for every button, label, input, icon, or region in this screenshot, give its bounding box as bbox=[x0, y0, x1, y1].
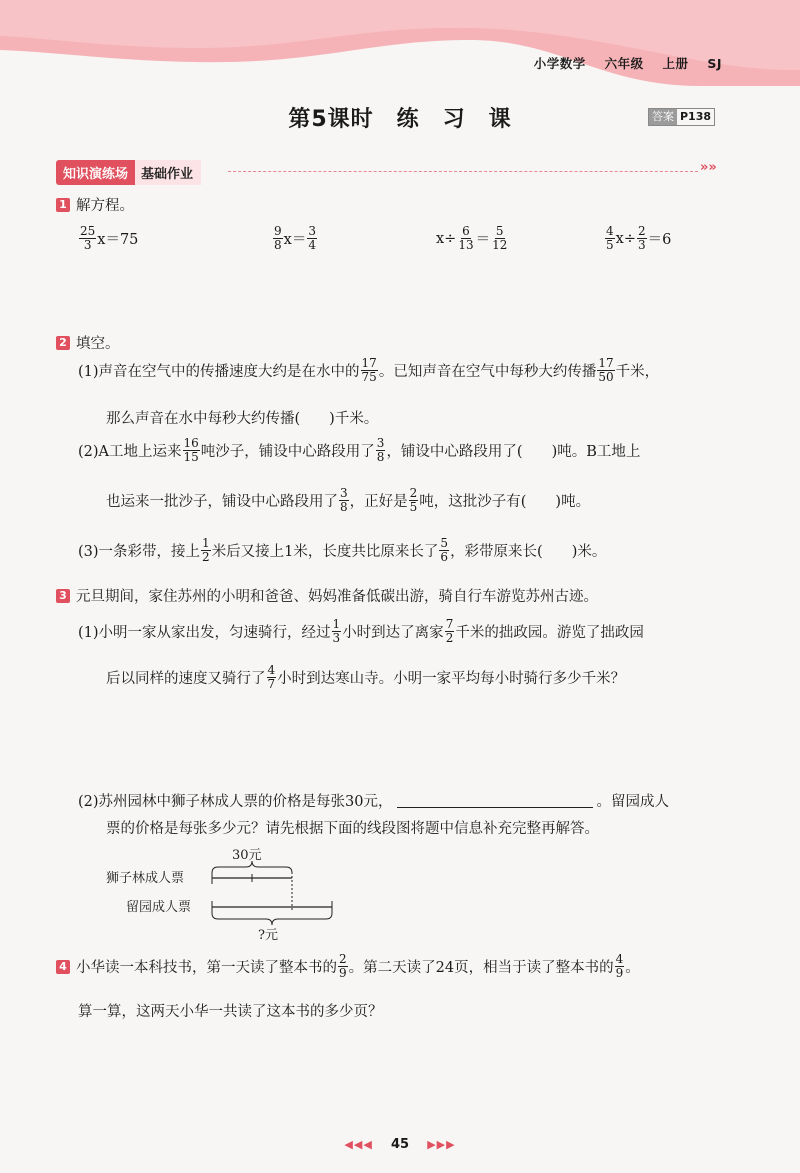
q3-prompt bbox=[56, 585, 598, 606]
q2-number: 2 bbox=[56, 336, 70, 350]
page-footer bbox=[0, 1137, 800, 1152]
fraction: $\frac{25}{3}$ bbox=[80, 224, 96, 252]
q1-prompt-text: 解方程。 bbox=[76, 198, 134, 214]
fraction: $\frac{4}{7}$ bbox=[267, 663, 276, 691]
fraction: $\frac{17}{50}$ bbox=[598, 356, 614, 384]
answer-page: P138 bbox=[680, 110, 712, 123]
q2-part1-line2: 那么声音在水中每秒大约传播( )千米。 bbox=[106, 411, 379, 427]
fraction: $\frac{3}{8}$ bbox=[376, 436, 385, 464]
fraction: $\frac{2}{9}$ bbox=[339, 952, 347, 980]
page-number: 45 bbox=[390, 1137, 410, 1152]
fraction: $\frac{9}{8}$ bbox=[274, 224, 282, 252]
header-volume: 上册 bbox=[662, 56, 689, 71]
q1-equation-2: $\frac{9}{8}$ x＝ $\frac{3}{4}$ bbox=[274, 224, 316, 252]
fraction: $\frac{2}{3}$ bbox=[637, 224, 646, 252]
header-band bbox=[0, 0, 800, 86]
q1-equation-1: $\frac{25}{3}$ x＝75 bbox=[80, 224, 139, 252]
diagram-row2-label: 留园成人票 bbox=[126, 900, 192, 915]
left-arrows-icon: ◀◀◀ bbox=[344, 1138, 373, 1151]
fraction: $\frac{1}{2}$ bbox=[202, 536, 210, 564]
fraction: $\frac{16}{15}$ bbox=[183, 436, 199, 464]
q1-prompt bbox=[56, 194, 134, 215]
header-info bbox=[520, 54, 722, 72]
q3-part2-line2: 票的价格是每张多少元？请先根据下面的线段图将题中信息补充完整再解答。 bbox=[106, 821, 599, 837]
fraction: $\frac{5}{12}$ bbox=[492, 224, 508, 252]
q1-number: 1 bbox=[56, 198, 70, 212]
q1-equation-3: x÷ $\frac{6}{13}$ ＝ $\frac{5}{12}$ bbox=[436, 224, 508, 252]
q1-equation-4: $\frac{4}{5}$ x÷ $\frac{2}{3}$ ＝6 bbox=[606, 224, 672, 252]
q3-number: 3 bbox=[56, 589, 70, 603]
fraction: $\frac{5}{6}$ bbox=[440, 536, 449, 564]
double-chevron-icon: »» bbox=[700, 160, 717, 175]
q3-part1-line1: (1)小明一家从家出发，匀速骑行，经过 $\frac{1}{3}$ 小时到达了离家 $\frac{7}{2}$ 千米的拙政园。游览了拙政园 bbox=[78, 617, 644, 645]
diagram-row1-label: 狮子林成人票 bbox=[106, 871, 185, 886]
q3-part1-line2: 后以同样的速度又骑行了 $\frac{4}{7}$ 小时到达寒山寺。小明一家平均每小时骑行多少千米？ bbox=[106, 663, 626, 691]
section-tag bbox=[56, 160, 201, 185]
section-subtitle: 基础作业 bbox=[135, 160, 201, 185]
q4-line2: 算一算，这两天小华一共读了这本书的多少页？ bbox=[78, 1004, 383, 1020]
bottom-brace bbox=[212, 913, 332, 925]
q2-prompt bbox=[56, 332, 120, 353]
q4-line1: 4 小华读一本科技书，第一天读了整本书的 $\frac{2}{9}$ 。第二天读了24页，相当于读了整本书的 $\frac{4}{9}$ 。 bbox=[56, 953, 640, 980]
top-brace bbox=[212, 861, 292, 873]
q3-prompt-text: 元旦期间，家住苏州的小明和爸爸、妈妈准备低碳出游，骑自行车游览苏州古迹。 bbox=[76, 589, 598, 605]
fraction: $\frac{4}{9}$ bbox=[615, 952, 624, 980]
q2-part2-line1: (2)A工地上运来 $\frac{16}{15}$ 吨沙子，铺设中心路段用了 $\frac{3}{8}$ ，铺设中心路段用了( )吨。B工地上 bbox=[78, 436, 641, 464]
q4-number: 4 bbox=[56, 960, 70, 974]
fraction: $\frac{17}{75}$ bbox=[361, 356, 377, 384]
fraction: $\frac{7}{2}$ bbox=[445, 617, 454, 645]
fraction: $\frac{2}{5}$ bbox=[409, 486, 418, 514]
line-segment-diagram bbox=[100, 845, 360, 945]
section-divider bbox=[228, 171, 698, 172]
fraction: $\frac{4}{5}$ bbox=[606, 224, 614, 252]
fraction: $\frac{3}{8}$ bbox=[340, 486, 348, 514]
right-arrows-icon: ▶▶▶ bbox=[427, 1138, 456, 1151]
fraction: $\frac{6}{13}$ bbox=[458, 224, 474, 252]
fraction: $\frac{1}{3}$ bbox=[332, 617, 341, 645]
q2-prompt-text: 填空。 bbox=[76, 336, 120, 352]
header-subject: 小学数学 bbox=[533, 56, 586, 71]
header-grade: 六年级 bbox=[604, 56, 644, 71]
page-title: 第5课时 练 习 课 bbox=[288, 107, 512, 132]
diagram-top-label: 30元 bbox=[232, 848, 262, 863]
diagram-bottom-label: ?元 bbox=[258, 928, 278, 943]
section-tag-label: 知识演练场 bbox=[56, 160, 135, 185]
q3-part2-line1: (2)苏州园林中狮子林成人票的价格是每张30元， 。留园成人 bbox=[78, 794, 669, 810]
fraction: $\frac{3}{4}$ bbox=[308, 224, 316, 252]
q2-part2-line2: 也运来一批沙子，铺设中心路段用了 $\frac{3}{8}$ ，正好是 $\frac{2}{5}$ 吨，这批沙子有( )吨。 bbox=[106, 486, 591, 514]
header-edition: SJ bbox=[707, 56, 722, 71]
q2-part1-line1: (1)声音在空气中的传播速度大约是在水中的 $\frac{17}{75}$ 。已知声音在空气中每秒大约传播 $\frac{17}{50}$ 千米， bbox=[78, 356, 660, 384]
answer-label: 答案 bbox=[649, 109, 677, 125]
q2-part3: (3)一条彩带，接上 $\frac{1}{2}$ 米后又接上1米，长度共比原来长了 $\frac{5}{6}$ ，彩带原来长( )米。 bbox=[78, 536, 607, 564]
answer-reference bbox=[648, 108, 715, 126]
fill-in-blank-line[interactable] bbox=[397, 793, 593, 808]
